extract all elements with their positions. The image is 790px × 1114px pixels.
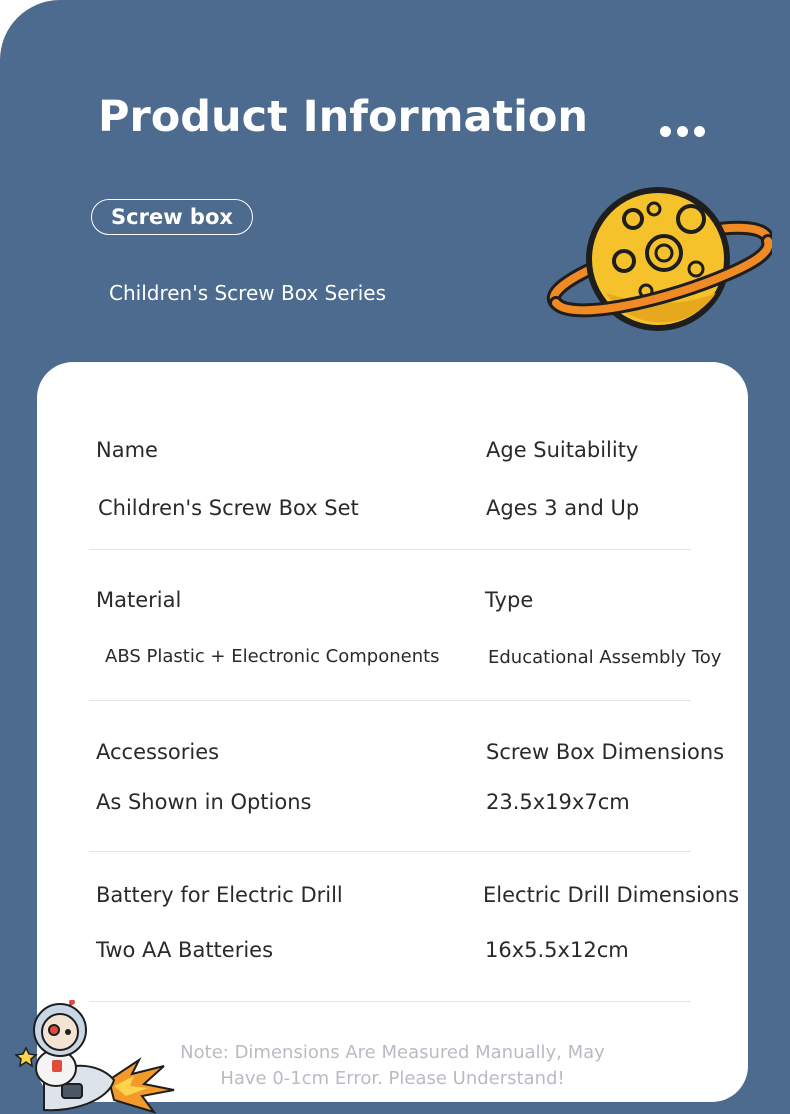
spec-value: 23.5x19x7cm xyxy=(486,790,630,814)
spec-label: Battery for Electric Drill xyxy=(96,883,343,907)
divider xyxy=(89,700,691,701)
spec-value: Ages 3 and Up xyxy=(486,496,640,520)
spec-value: 16x5.5x12cm xyxy=(485,938,629,962)
spec-label: Screw Box Dimensions xyxy=(486,740,725,764)
spec-label: Name xyxy=(96,438,158,462)
note-line: Have 0-1cm Error. Please Understand! xyxy=(220,1068,565,1089)
note-line: Note: Dimensions Are Measured Manually, May xyxy=(180,1042,605,1063)
spec-value: Educational Assembly Toy xyxy=(488,647,722,668)
spec-label: Age Suitability xyxy=(486,438,639,462)
spec-label: Material xyxy=(96,588,182,612)
spec-label: Accessories xyxy=(96,740,220,764)
astronaut-rocket-icon xyxy=(14,1000,184,1114)
product-info-card xyxy=(37,362,748,1102)
spec-label: Electric Drill Dimensions xyxy=(483,883,740,907)
spec-value: Children's Screw Box Set xyxy=(98,496,359,520)
category-badge: Screw box xyxy=(91,199,253,235)
planet-icon xyxy=(536,183,772,335)
dot xyxy=(677,126,688,137)
divider xyxy=(89,549,691,550)
page-title: Product Information xyxy=(98,92,589,142)
spec-value: Two AA Batteries xyxy=(96,938,274,962)
divider xyxy=(89,851,691,852)
spec-value: As Shown in Options xyxy=(96,790,312,814)
dot xyxy=(694,126,705,137)
more-options-icon[interactable] xyxy=(660,126,705,137)
spec-value: ABS Plastic + Electronic Components xyxy=(105,646,440,667)
series-subtitle: Children's Screw Box Series xyxy=(109,281,387,305)
spec-label: Type xyxy=(485,588,534,612)
dot xyxy=(660,126,671,137)
